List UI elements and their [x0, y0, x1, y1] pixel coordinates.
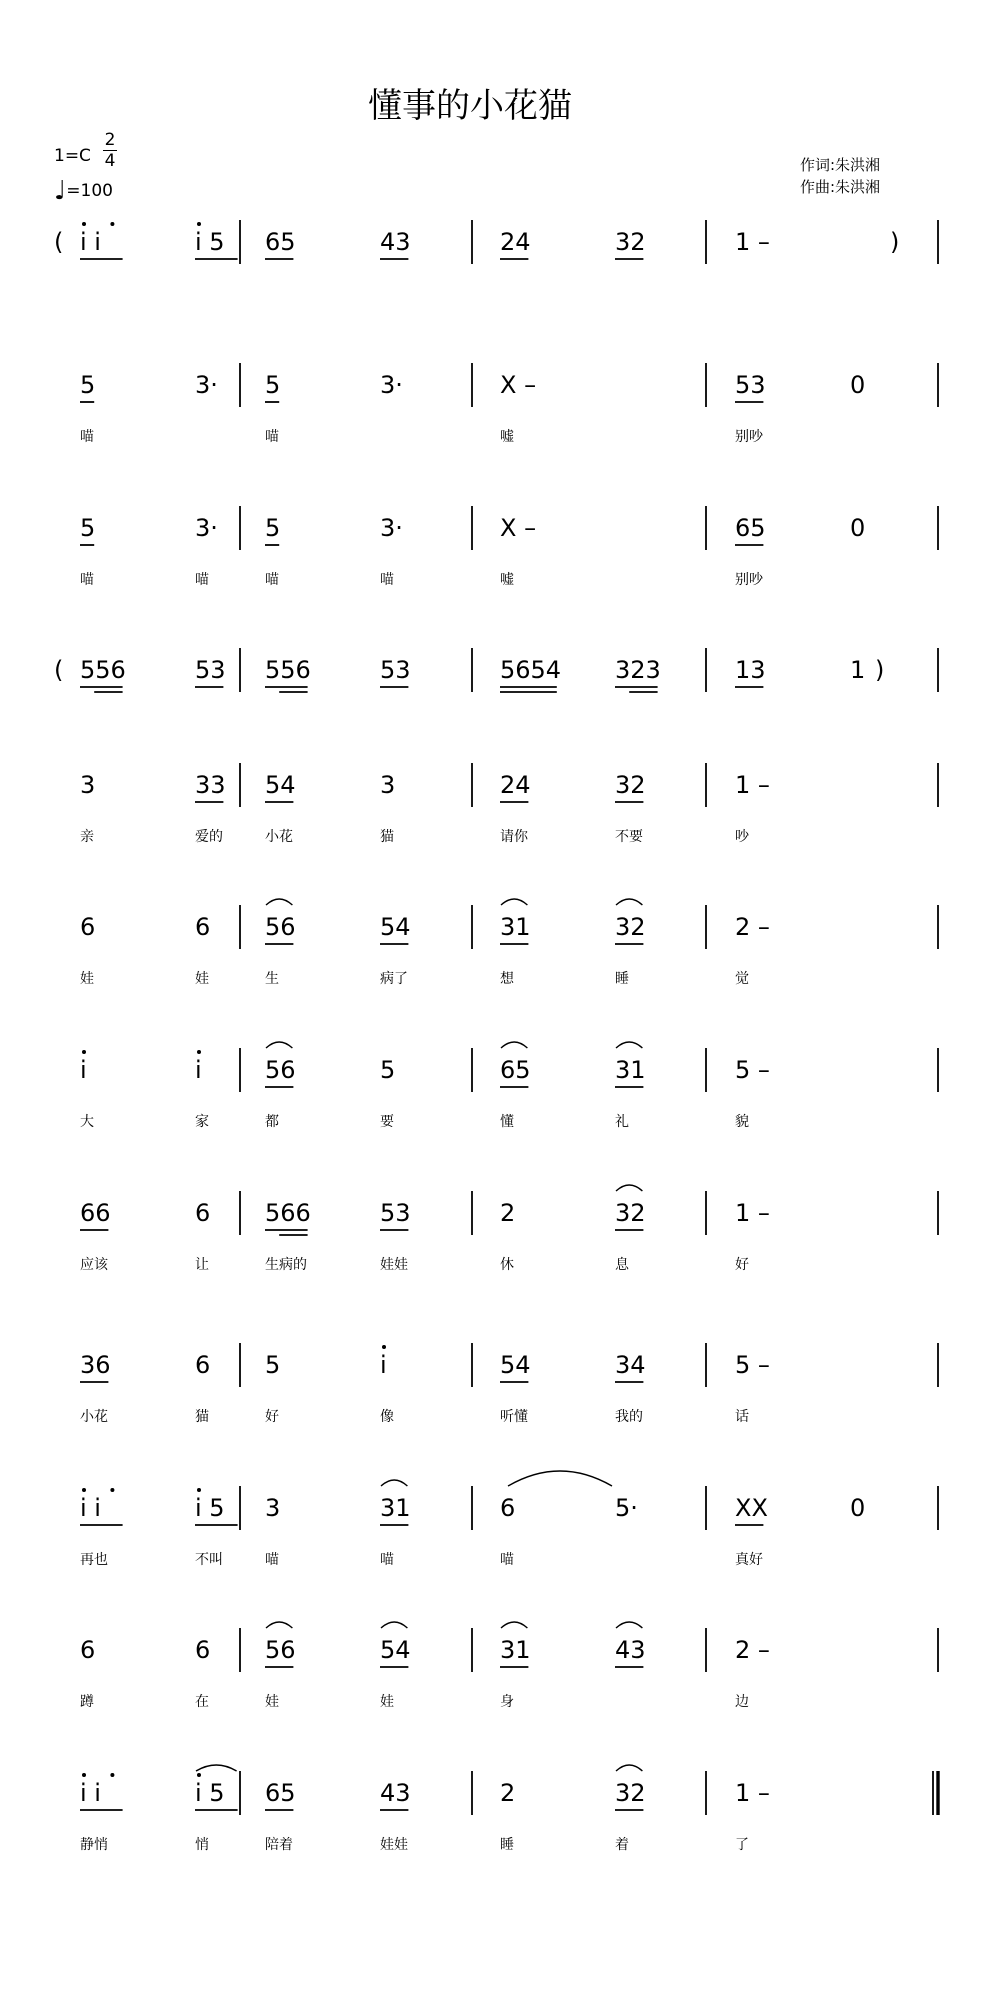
jianpu-note: 24 — [500, 228, 531, 256]
lyric-syllable: 觉 — [735, 971, 749, 987]
lyric-syllable: 娃娃 — [380, 1837, 408, 1853]
jianpu-note: i i — [80, 228, 101, 256]
jianpu-note: 5 – — [735, 1351, 770, 1379]
lyric-syllable: 生 — [265, 971, 279, 987]
jianpu-note: 56 — [265, 1636, 296, 1664]
slur-arc — [196, 1765, 237, 1771]
lyric-syllable: 真好 — [735, 1552, 763, 1568]
jianpu-note: 54 — [500, 1351, 531, 1379]
jianpu-note: 2 – — [735, 913, 770, 941]
jianpu-note: 2 — [500, 1779, 516, 1807]
jianpu-note: 65 — [265, 1779, 296, 1807]
jianpu-note: 32 — [615, 1199, 646, 1227]
tempo-value: =100 — [66, 181, 113, 201]
jianpu-note: 65 — [735, 514, 766, 542]
jianpu-note: 6 — [195, 1199, 211, 1227]
jianpu-note: i — [380, 1351, 387, 1379]
jianpu-note: i 5 — [195, 228, 225, 256]
lyric-syllable: 吵 — [735, 829, 749, 845]
slur-arc — [266, 899, 292, 905]
time-numerator: 2 — [104, 130, 116, 150]
octave-dot — [197, 1050, 201, 1054]
jianpu-note: X – — [500, 371, 537, 399]
lyric-syllable: 别吵 — [735, 429, 763, 445]
lyric-syllable: 嘘 — [500, 572, 514, 588]
jianpu-note: 53 — [380, 1199, 411, 1227]
lyric-syllable: 爱的 — [195, 829, 223, 845]
lyric-syllable: 生病的 — [265, 1257, 307, 1273]
lyric-syllable: 小花 — [80, 1409, 108, 1425]
jianpu-note: 53 — [735, 371, 766, 399]
octave-dot — [110, 222, 114, 226]
jianpu-note: i i — [80, 1779, 101, 1807]
slur-arc — [616, 1765, 642, 1771]
jianpu-note: 556 — [265, 656, 311, 684]
lyric-syllable: 好 — [735, 1257, 749, 1273]
jianpu-note: XX — [735, 1494, 768, 1522]
jianpu-note: 3 — [80, 771, 96, 799]
jianpu-note: 6 — [195, 1636, 211, 1664]
jianpu-note: 33 — [195, 771, 226, 799]
lyric-syllable: 小花 — [265, 829, 293, 845]
jianpu-note: 566 — [265, 1199, 311, 1227]
lyric-syllable: 息 — [615, 1257, 629, 1273]
jianpu-note: 43 — [380, 1779, 411, 1807]
jianpu-note: 0 — [850, 514, 866, 542]
jianpu-note: 0 — [850, 371, 866, 399]
jianpu-note: i — [195, 1056, 202, 1084]
jianpu-note: 6 — [80, 913, 96, 941]
slur-arc — [616, 1622, 642, 1628]
jianpu-note: 3· — [195, 371, 218, 399]
jianpu-note: 323 — [615, 656, 661, 684]
lyric-syllable: 好 — [265, 1409, 279, 1425]
lyric-syllable: 了 — [735, 1837, 749, 1853]
lyric-syllable: 休 — [500, 1257, 514, 1273]
slur-arc — [266, 1622, 292, 1628]
lyric-syllable: 话 — [735, 1409, 749, 1425]
repeat-paren: ( — [54, 228, 64, 256]
slur-arc — [501, 1622, 527, 1628]
lyric-syllable: 喵 — [80, 429, 94, 445]
jianpu-note: 13 — [735, 656, 766, 684]
jianpu-note: 5654 — [500, 656, 562, 684]
lyricist-credit: 作词:朱洪湘 — [800, 156, 881, 174]
lyric-syllable: 着 — [615, 1837, 629, 1853]
lyric-syllable: 娃 — [380, 1694, 394, 1710]
lyric-syllable: 像 — [380, 1409, 394, 1425]
jianpu-note: 6 — [195, 913, 211, 941]
jianpu-note: 53 — [380, 656, 411, 684]
jianpu-note: 31 — [380, 1494, 411, 1522]
slur-arc — [381, 1480, 407, 1486]
lyric-syllable: 家 — [195, 1114, 209, 1130]
jianpu-note: 1 – — [735, 228, 770, 256]
octave-dot — [110, 1488, 114, 1492]
lyric-syllable: 不要 — [615, 829, 643, 845]
jianpu-note: 3 — [265, 1494, 281, 1522]
jianpu-note: 5 — [265, 371, 281, 399]
jianpu-note: i 5 — [195, 1494, 225, 1522]
jianpu-note: 43 — [615, 1636, 646, 1664]
lyric-syllable: 蹲 — [80, 1694, 94, 1710]
jianpu-note: 3· — [380, 371, 403, 399]
jianpu-note: 66 — [80, 1199, 111, 1227]
lyric-syllable: 喵 — [380, 572, 394, 588]
jianpu-note: 43 — [380, 228, 411, 256]
jianpu-note: 3· — [195, 514, 218, 542]
lyric-syllable: 病了 — [380, 971, 408, 987]
lyric-syllable: 听懂 — [500, 1409, 528, 1425]
octave-dot — [197, 222, 201, 226]
jianpu-note: 56 — [265, 913, 296, 941]
repeat-paren: ) — [875, 656, 885, 684]
lyric-syllable: 喵 — [500, 1552, 514, 1568]
lyric-syllable: 陪着 — [265, 1837, 293, 1853]
long-slur-arc — [508, 1471, 612, 1486]
lyric-syllable: 悄 — [195, 1837, 209, 1853]
jianpu-note: 34 — [615, 1351, 646, 1379]
jianpu-note: 5 — [380, 1056, 396, 1084]
jianpu-note: 31 — [615, 1056, 646, 1084]
jianpu-note: 32 — [615, 771, 646, 799]
slur-arc — [266, 1042, 292, 1048]
jianpu-note: 1 – — [735, 771, 770, 799]
jianpu-note: 32 — [615, 1779, 646, 1807]
lyric-syllable: 睡 — [500, 1837, 514, 1853]
jianpu-note: 3· — [380, 514, 403, 542]
lyric-syllable: 请你 — [500, 829, 528, 845]
lyric-syllable: 我的 — [615, 1409, 643, 1425]
jianpu-note: 56 — [265, 1056, 296, 1084]
jianpu-note: 53 — [195, 656, 226, 684]
slur-arc — [616, 1042, 642, 1048]
jianpu-note: i 5 — [195, 1779, 225, 1807]
octave-dot — [197, 1773, 201, 1777]
lyric-syllable: 静悄 — [80, 1837, 108, 1853]
octave-dot — [110, 1773, 114, 1777]
jianpu-note: 5· — [615, 1494, 638, 1522]
slur-arc — [501, 1042, 527, 1048]
key-signature: 1=C — [54, 146, 91, 166]
jianpu-note: 54 — [380, 1636, 411, 1664]
lyric-syllable: 娃 — [265, 1694, 279, 1710]
lyric-syllable: 边 — [735, 1694, 749, 1710]
jianpu-note: i — [80, 1056, 87, 1084]
lyric-syllable: 要 — [380, 1114, 394, 1130]
lyric-syllable: 都 — [265, 1114, 279, 1130]
lyric-syllable: 貌 — [735, 1114, 749, 1130]
lyric-syllable: 在 — [195, 1694, 209, 1710]
jianpu-note: 1 — [850, 656, 866, 684]
slur-arc — [501, 899, 527, 905]
octave-dot — [82, 1773, 86, 1777]
repeat-paren: ( — [54, 656, 64, 684]
jianpu-note: 36 — [80, 1351, 111, 1379]
lyric-syllable: 懂 — [500, 1114, 514, 1130]
lyric-syllable: 应该 — [80, 1257, 108, 1273]
jianpu-note: 32 — [615, 913, 646, 941]
jianpu-note: 6 — [80, 1636, 96, 1664]
lyric-syllable: 喵 — [195, 572, 209, 588]
lyric-syllable: 身 — [500, 1694, 514, 1710]
jianpu-note: 2 – — [735, 1636, 770, 1664]
jianpu-note: 24 — [500, 771, 531, 799]
lyric-syllable: 睡 — [615, 971, 629, 987]
lyric-syllable: 喵 — [80, 572, 94, 588]
lyric-syllable: 再也 — [80, 1552, 108, 1568]
slur-arc — [381, 1622, 407, 1628]
jianpu-note: 6 — [500, 1494, 516, 1522]
slur-arc — [616, 899, 642, 905]
jianpu-note: 5 — [265, 1351, 281, 1379]
lyric-syllable: 嘘 — [500, 429, 514, 445]
octave-dot — [82, 1050, 86, 1054]
page-title: 懂事的小花猫 — [368, 86, 572, 126]
lyric-syllable: 猫 — [195, 1409, 209, 1425]
jianpu-note: i i — [80, 1494, 101, 1522]
jianpu-note: 556 — [80, 656, 126, 684]
jianpu-note: 1 – — [735, 1779, 770, 1807]
slur-arc — [616, 1185, 642, 1191]
lyric-syllable: 别吵 — [735, 572, 763, 588]
lyric-syllable: 娃 — [195, 971, 209, 987]
lyric-syllable: 想 — [500, 971, 514, 987]
composer-credit: 作曲:朱洪湘 — [800, 178, 881, 196]
lyric-syllable: 让 — [195, 1257, 209, 1273]
jianpu-note: 6 — [195, 1351, 211, 1379]
jianpu-note: 1 – — [735, 1199, 770, 1227]
jianpu-note: 31 — [500, 913, 531, 941]
jianpu-note: 0 — [850, 1494, 866, 1522]
jianpu-note: 65 — [265, 228, 296, 256]
octave-dot — [82, 1488, 86, 1492]
lyric-syllable: 娃 — [80, 971, 94, 987]
jianpu-note: 2 — [500, 1199, 516, 1227]
time-denominator: 4 — [104, 151, 116, 171]
jianpu-note: 65 — [500, 1056, 531, 1084]
jianpu-note: 54 — [380, 913, 411, 941]
jianpu-note: 5 – — [735, 1056, 770, 1084]
lyric-syllable: 喵 — [265, 429, 279, 445]
lyric-syllable: 喵 — [265, 1552, 279, 1568]
jianpu-note: 54 — [265, 771, 296, 799]
jianpu-note: X – — [500, 514, 537, 542]
lyric-syllable: 娃娃 — [380, 1257, 408, 1273]
quarter-note-icon: ♩ — [54, 176, 67, 206]
repeat-paren: ) — [890, 228, 900, 256]
lyric-syllable: 礼 — [615, 1114, 629, 1130]
jianpu-note: 32 — [615, 228, 646, 256]
jianpu-note: 5 — [80, 514, 96, 542]
jianpu-note: 31 — [500, 1636, 531, 1664]
octave-dot — [197, 1488, 201, 1492]
lyric-syllable: 不叫 — [195, 1552, 223, 1568]
lyric-syllable: 亲 — [80, 829, 94, 845]
octave-dot — [82, 222, 86, 226]
octave-dot — [382, 1345, 386, 1349]
jianpu-note: 3 — [380, 771, 396, 799]
lyric-syllable: 猫 — [380, 829, 394, 845]
jianpu-note: 5 — [80, 371, 96, 399]
lyric-syllable: 喵 — [380, 1552, 394, 1568]
jianpu-note: 5 — [265, 514, 281, 542]
lyric-syllable: 喵 — [265, 572, 279, 588]
lyric-syllable: 大 — [80, 1114, 94, 1130]
